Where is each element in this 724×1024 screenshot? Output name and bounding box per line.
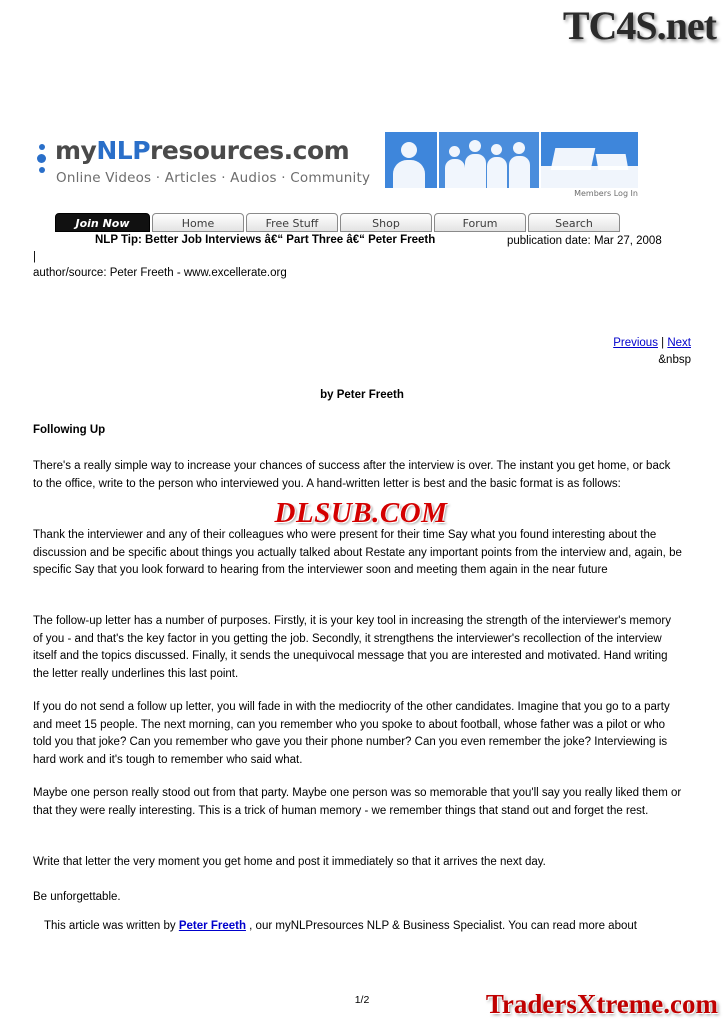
nav-item-search[interactable]: Search <box>528 213 620 232</box>
article-pager <box>613 337 691 349</box>
article-paragraph-6: Write that letter the very moment you get home and post it immediately so that it arrives the next day. <box>33 856 546 868</box>
banner-image-person <box>385 132 437 188</box>
banner-image-landscape <box>541 132 638 188</box>
article-title: NLP Tip: Better Job Interviews â€“ Part Three â€“ Peter Freeth <box>95 234 436 246</box>
article-paragraph-4: If you do not send a follow up letter, you will fade in with the mediocrity of the other candidates. Imagine that you go to a party and meet 15 people. The next morning, can you remember who you spoke to about football, whose father was a pilot or who told you that joke? Can you remember who gave you their phone number? Can you even remember the joke? Interviewing is hard work and it's tough to remember who said what. <box>33 701 670 766</box>
banner-images <box>385 132 638 198</box>
logo-wordmark <box>55 136 349 165</box>
logo-tagline: Online Videos · Articles · Audios · Community <box>56 170 371 186</box>
next-link[interactable]: Next <box>667 337 691 349</box>
nav-item-forum[interactable]: Forum <box>434 213 526 232</box>
article-paragraph-7: Be unforgettable. <box>33 891 121 903</box>
watermark-tc4s: TC4S.net <box>562 3 716 48</box>
pager-separator: | <box>657 337 668 349</box>
article-publication-date: publication date: Mar 27, 2008 <box>507 235 662 247</box>
logo-prefix: my <box>55 136 97 165</box>
logo-nlp: NLP <box>96 136 151 165</box>
article-author-source: author/source: Peter Freeth - www.excellerate.org <box>33 267 287 279</box>
nav-item-shop[interactable]: Shop <box>340 213 432 232</box>
article-pipe-separator: | <box>33 251 36 263</box>
previous-link[interactable]: Previous <box>613 337 658 349</box>
nav-item-free-stuff[interactable]: Free Stuff <box>246 213 338 232</box>
footer-note-suffix: , our myNLPresources NLP & Business Specialist. You can read more about <box>245 920 637 932</box>
article-paragraph-3: The follow-up letter has a number of purposes. Firstly, it is your key tool in increasing the strength of the interviewer's memory of you - and that's the key factor in you getting the job. Secondly, it strengthens the interviewer's recollection of the interview itself and the topics discussed. Finally, it sends the unequivocal message that you are interested and motivated. Hand writing the letter really underlines this last point. <box>33 615 671 680</box>
logo-dots-icon <box>36 144 50 172</box>
page-number: 1/2 <box>354 994 370 1006</box>
watermark-tradersxtreme: TradersXtreme.com <box>485 989 718 1019</box>
logo-suffix: resources.com <box>150 136 350 165</box>
watermark-dlsub: DLSUB.COM <box>225 494 497 528</box>
article-paragraph-1: There's a really simple way to increase your chances of success after the interview is over. The instant you get home, or back to the office, write to the person who interviewed you. A hand-written letter is best and the basic format is as follows: <box>33 460 671 490</box>
article-byline: by Peter Freeth <box>320 389 404 401</box>
site-logo[interactable] <box>33 132 381 204</box>
members-login-label[interactable]: Members Log In <box>574 189 638 198</box>
site-banner <box>33 132 638 204</box>
article-footer-note <box>44 918 684 936</box>
article-paragraph-5: Maybe one person really stood out from that party. Maybe one person was so memorable that you'll say you really liked them or that they were really interesting. This is a trick of human memory - we remember things that stand out and forget the rest. <box>33 787 682 817</box>
article-paragraph-2: Thank the interviewer and any of their colleagues who were present for their time Say what you found interesting about the discussion and be specific about things you actually talked about Restate any important points from the interview and, again, be specific Say that you look forward to hearing from the interviewer soon and meeting them again in the near future <box>33 529 682 576</box>
footer-note-prefix: This article was written by <box>44 920 179 932</box>
banner-image-group <box>439 132 539 188</box>
article-subheading: Following Up <box>33 424 106 436</box>
peter-freeth-link[interactable]: Peter Freeth <box>178 920 246 932</box>
nav-item-join-now[interactable]: Join Now <box>55 213 150 232</box>
nav-item-home[interactable]: Home <box>152 213 244 232</box>
nbsp-text: &nbsp <box>658 354 691 366</box>
